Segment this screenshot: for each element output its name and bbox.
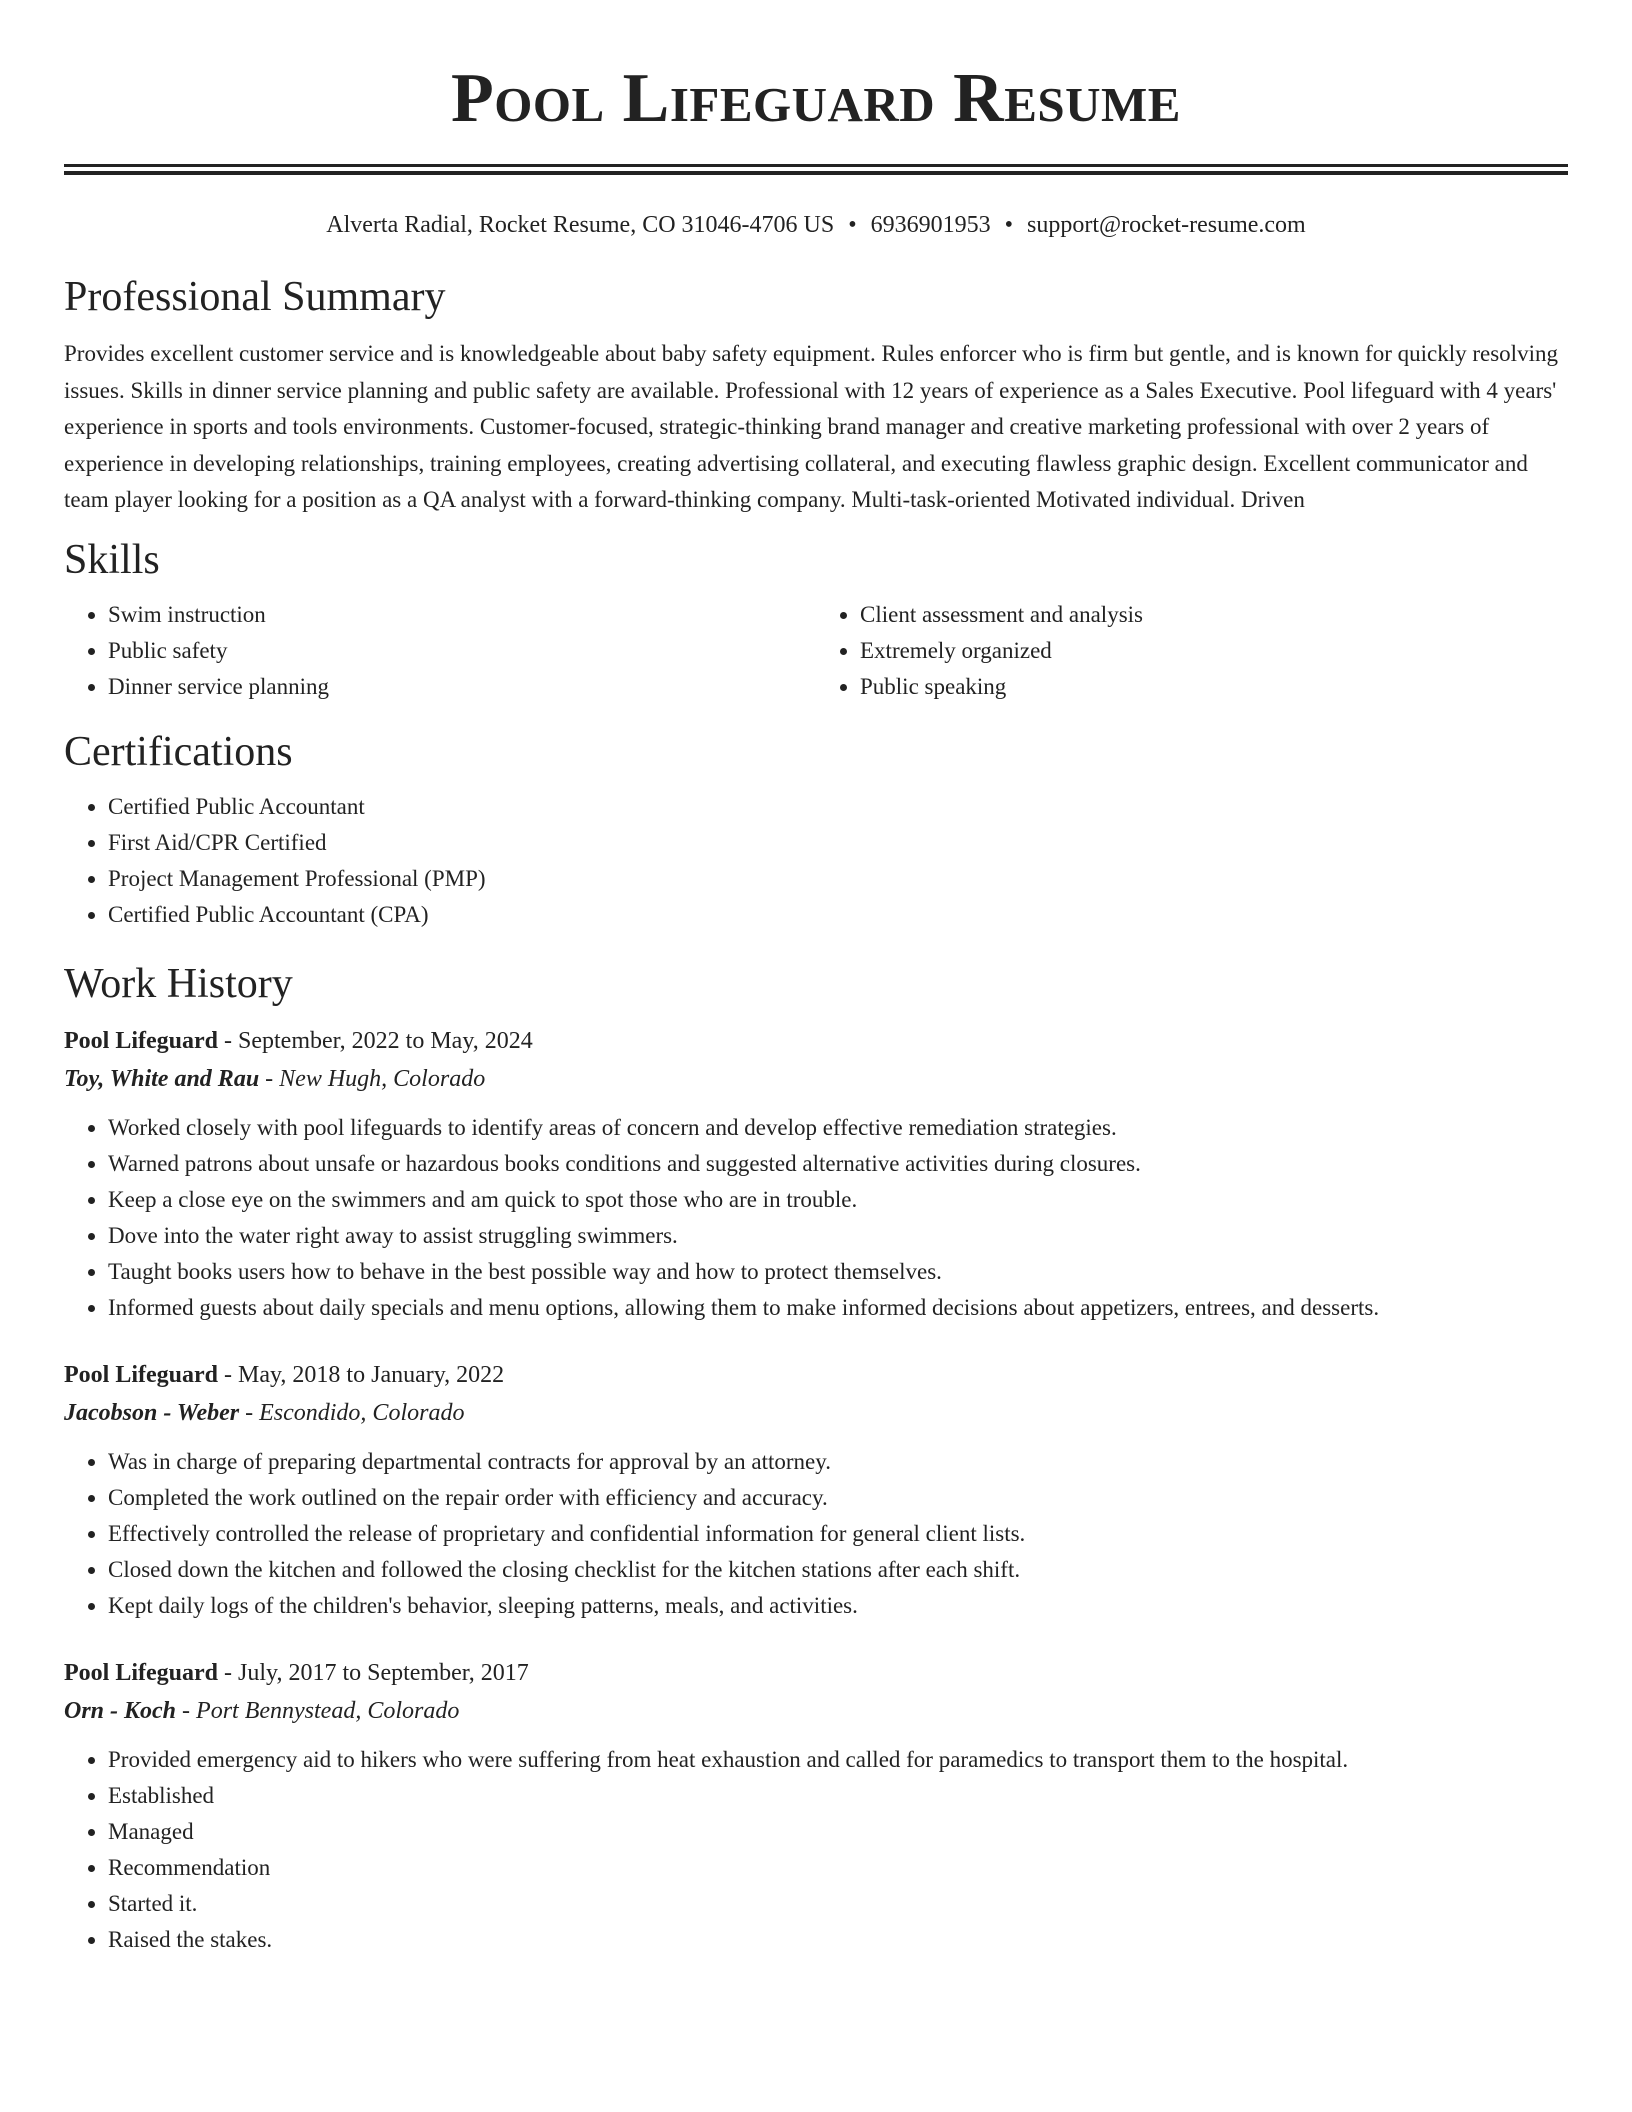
job-duty: • Completed the work outlined on the repair order with efficiency and accuracy. [108,1480,1568,1516]
job-duty: • Provided emergency aid to hikers who were suffering from heat exhaustion and called for paramedics to transport them to the hospital. [108,1742,1568,1778]
contact-address: Alverta Radial, Rocket Resume, CO 31046-4706 US [326,212,835,238]
job-duty: • Worked closely with pool lifeguards to identify areas of concern and develop effective remediation strategies. [108,1110,1568,1146]
job-duty: • Was in charge of preparing departmental contracts for approval by an attorney. [108,1444,1568,1480]
work-history-heading: Work History [64,961,293,1008]
job-duty: • Started it. [108,1886,1568,1922]
skill-item: • Dinner service planning [108,669,816,705]
job-dates: July, 2017 to September, 2017 [238,1659,529,1686]
certification-item: • Project Management Professional (PMP) [108,861,1568,897]
job-header: Pool Lifeguard - September, 2022 to May, 2024 [64,1027,533,1054]
job-company: Toy, White and Rau [64,1065,260,1092]
certifications-list [64,789,1568,933]
job-location: Escondido, Colorado [259,1399,465,1426]
job-title: Pool Lifeguard [64,1659,218,1686]
job-location: New Hugh, Colorado [279,1065,486,1092]
job-location: Port Bennystead, Colorado [196,1697,460,1724]
job-company: Orn - Koch [64,1697,177,1724]
skills-list [64,597,1568,705]
skill-item: • Public speaking [860,669,1568,705]
contact-separator: • [1004,212,1014,238]
contact-phone: 6936901953 [870,212,991,238]
skill-item: • Extremely organized [860,633,1568,669]
job-duty: • Keep a close eye on the swimmers and am quick to spot those who are in trouble. [108,1182,1568,1218]
contact-separator: • [848,212,857,238]
job-duties [64,1110,1568,1326]
skills-column-left [64,597,816,705]
job-entry [64,1654,1568,1958]
job-employer: Toy, White and Rau - New Hugh, Colorado [64,1065,486,1092]
job-duty: • Informed guests about daily specials and menu options, allowing them to make informed decisions about appetizers, entrees, and desserts. [108,1290,1568,1326]
job-duty: • Recommendation [108,1850,1568,1886]
job-title: Pool Lifeguard [64,1361,218,1388]
certification-item: • Certified Public Accountant [108,789,1568,825]
summary-heading: Professional Summary [64,273,446,320]
skill-item: • Public safety [108,633,816,669]
job-duty: • Managed [108,1814,1568,1850]
job-duties [64,1742,1568,1958]
job-title: Pool Lifeguard [64,1027,218,1054]
job-company: Jacobson - Weber [64,1399,240,1426]
job-duty: • Dove into the water right away to assist struggling swimmers. [108,1218,1568,1254]
job-duty: • Closed down the kitchen and followed the closing checklist for the kitchen stations after each shift. [108,1552,1568,1588]
job-duty: • Effectively controlled the release of proprietary and confidential information for general client lists. [108,1516,1568,1552]
job-header: Pool Lifeguard - July, 2017 to September, 2017 [64,1659,529,1686]
skill-item: • Client assessment and analysis [860,597,1568,633]
job-duty: • Raised the stakes. [108,1922,1568,1958]
certification-item: • First Aid/CPR Certified [108,825,1568,861]
job-duty: • Established [108,1778,1568,1814]
job-entry [64,1356,1568,1624]
job-duties [64,1444,1568,1624]
job-entry [64,1022,1568,1326]
job-employer: Jacobson - Weber - Escondido, Colorado [64,1399,465,1426]
title-divider [64,164,1568,175]
skills-heading: Skills [64,536,160,583]
skills-column-right [816,597,1568,705]
job-header: Pool Lifeguard - May, 2018 to January, 2022 [64,1361,505,1388]
certifications-heading: Certifications [64,729,293,776]
resume-title: Pool Lifeguard Resume [450,60,1181,137]
job-dates: September, 2022 to May, 2024 [238,1027,533,1054]
job-duty: • Kept daily logs of the children's behavior, sleeping patterns, meals, and activities. [108,1588,1568,1624]
job-duty: • Taught books users how to behave in the best possible way and how to protect themselves. [108,1254,1568,1290]
summary-text: Provides excellent customer service and is knowledgeable about baby safety equipment. Rules enforcer who is firm but gentle, and is known for quickly resolving issues. Skills in dinner service planning and public safety are available. Professional with 12 years of experience as a Sales Executive. Pool lifeguard with 4 years' experience in sports and tools environments. Customer-focused, strategic-thinking brand manager and creative marketing professional with over 2 years of experience in developing relationships, training employees, creating advertising collateral, and executing flawless graphic design. Excellent communicator and team player looking for a position as a QA analyst with a forward-thinking company. Multi-task-oriented Motivated individual. Driven [64,341,1558,513]
contact-email: support@rocket-resume.com [1027,212,1306,238]
skill-item: • Swim instruction [108,597,816,633]
job-employer: Orn - Koch - Port Bennystead, Colorado [64,1697,460,1724]
certification-item: • Certified Public Accountant (CPA) [108,897,1568,933]
job-dates: May, 2018 to January, 2022 [238,1361,505,1388]
contact-line [64,211,1568,240]
job-duty: • Warned patrons about unsafe or hazardous books conditions and suggested alternative activities during closures. [108,1146,1568,1182]
